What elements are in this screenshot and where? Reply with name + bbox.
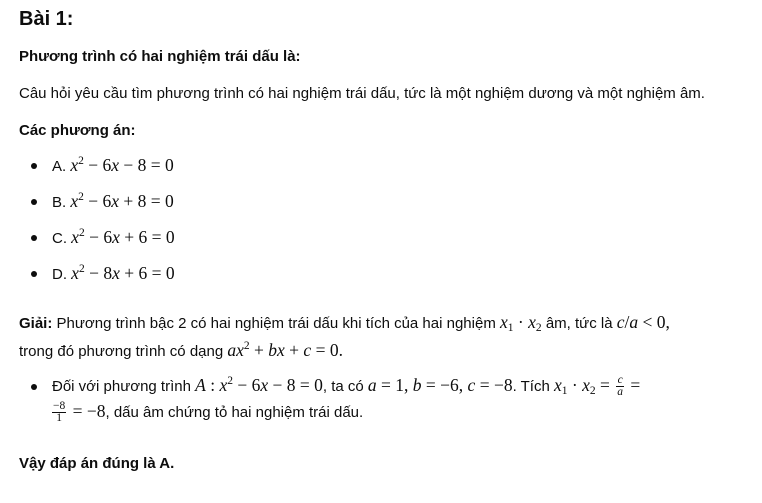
solution-text: . Tích <box>512 378 550 395</box>
general-form: $ax^2$ + bx + c = 0. <box>227 340 343 360</box>
product-formula: $x_1 \cdot x_2$ = $\frac{c}{a}$ = <box>554 374 641 399</box>
bullet-icon <box>31 199 37 205</box>
fraction-value: $\frac{-8}{1}$ <box>53 400 66 425</box>
solution-text: Đối với phương trình <box>52 378 191 395</box>
solution-bullet-line-2 <box>52 401 363 424</box>
option-a <box>52 155 174 176</box>
option-b <box>52 191 174 212</box>
bullet-icon <box>31 271 37 277</box>
solution-text: trong đó phương trình có dạng <box>19 343 224 360</box>
solution-text: Phương trình bậc 2 có hai nghiệm trái dấu khi tích của hai nghiệm <box>56 315 496 332</box>
solution-label: Giải: <box>19 315 53 332</box>
bullet-icon <box>31 235 37 241</box>
question-heading: Phương trình có hai nghiệm trái dấu là: <box>19 48 301 65</box>
option-label: B. <box>52 194 67 211</box>
option-equation: $x^2 - 8x + 6 = 0$ <box>71 263 175 283</box>
option-c <box>52 227 175 248</box>
solution-line-1 <box>19 312 670 333</box>
solution-text: , ta có <box>322 378 364 395</box>
option-label: D. <box>52 266 67 283</box>
intro-text: Câu hỏi yêu cầu tìm phương trình có hai nghiệm trái dấu, tức là một nghiệm dương và một nghiệm âm. <box>19 85 705 102</box>
condition-expression: c/a < 0, <box>616 312 670 332</box>
solution-text: âm, tức là <box>545 315 613 332</box>
bullet-icon <box>31 163 37 169</box>
page-title: Bài 1: <box>19 8 74 30</box>
solution-line-2 <box>19 340 343 361</box>
option-equation: $x^2 - 6x - 8 = 0$ <box>70 155 174 175</box>
option-equation: $x^2 - 6x + 6 = 0$ <box>71 227 175 247</box>
conclusion: Vậy đáp án đúng là A. <box>19 455 175 472</box>
option-label: A. <box>52 158 67 175</box>
equation-a: A : $x^2 - 6x - 8 = 0$ <box>195 375 323 395</box>
coefficients: a = 1, b = −6, c = −8 <box>367 375 513 395</box>
option-label: C. <box>52 230 67 247</box>
solution-text: , dấu âm chứng tỏ hai nghiệm trái dấu. <box>105 404 364 421</box>
solution-bullet-line-1 <box>52 375 640 398</box>
options-heading: Các phương án: <box>19 122 136 139</box>
product-roots: $x_1 \cdot x_2$ <box>500 312 542 334</box>
product-value: $\frac{-8}{1}$ = −8 <box>53 400 106 425</box>
fraction-c-over-a: $\frac{c}{a}$ <box>617 374 624 399</box>
option-equation: $x^2 - 6x + 8 = 0$ <box>70 191 174 211</box>
bullet-icon <box>31 384 37 390</box>
option-d <box>52 263 175 284</box>
